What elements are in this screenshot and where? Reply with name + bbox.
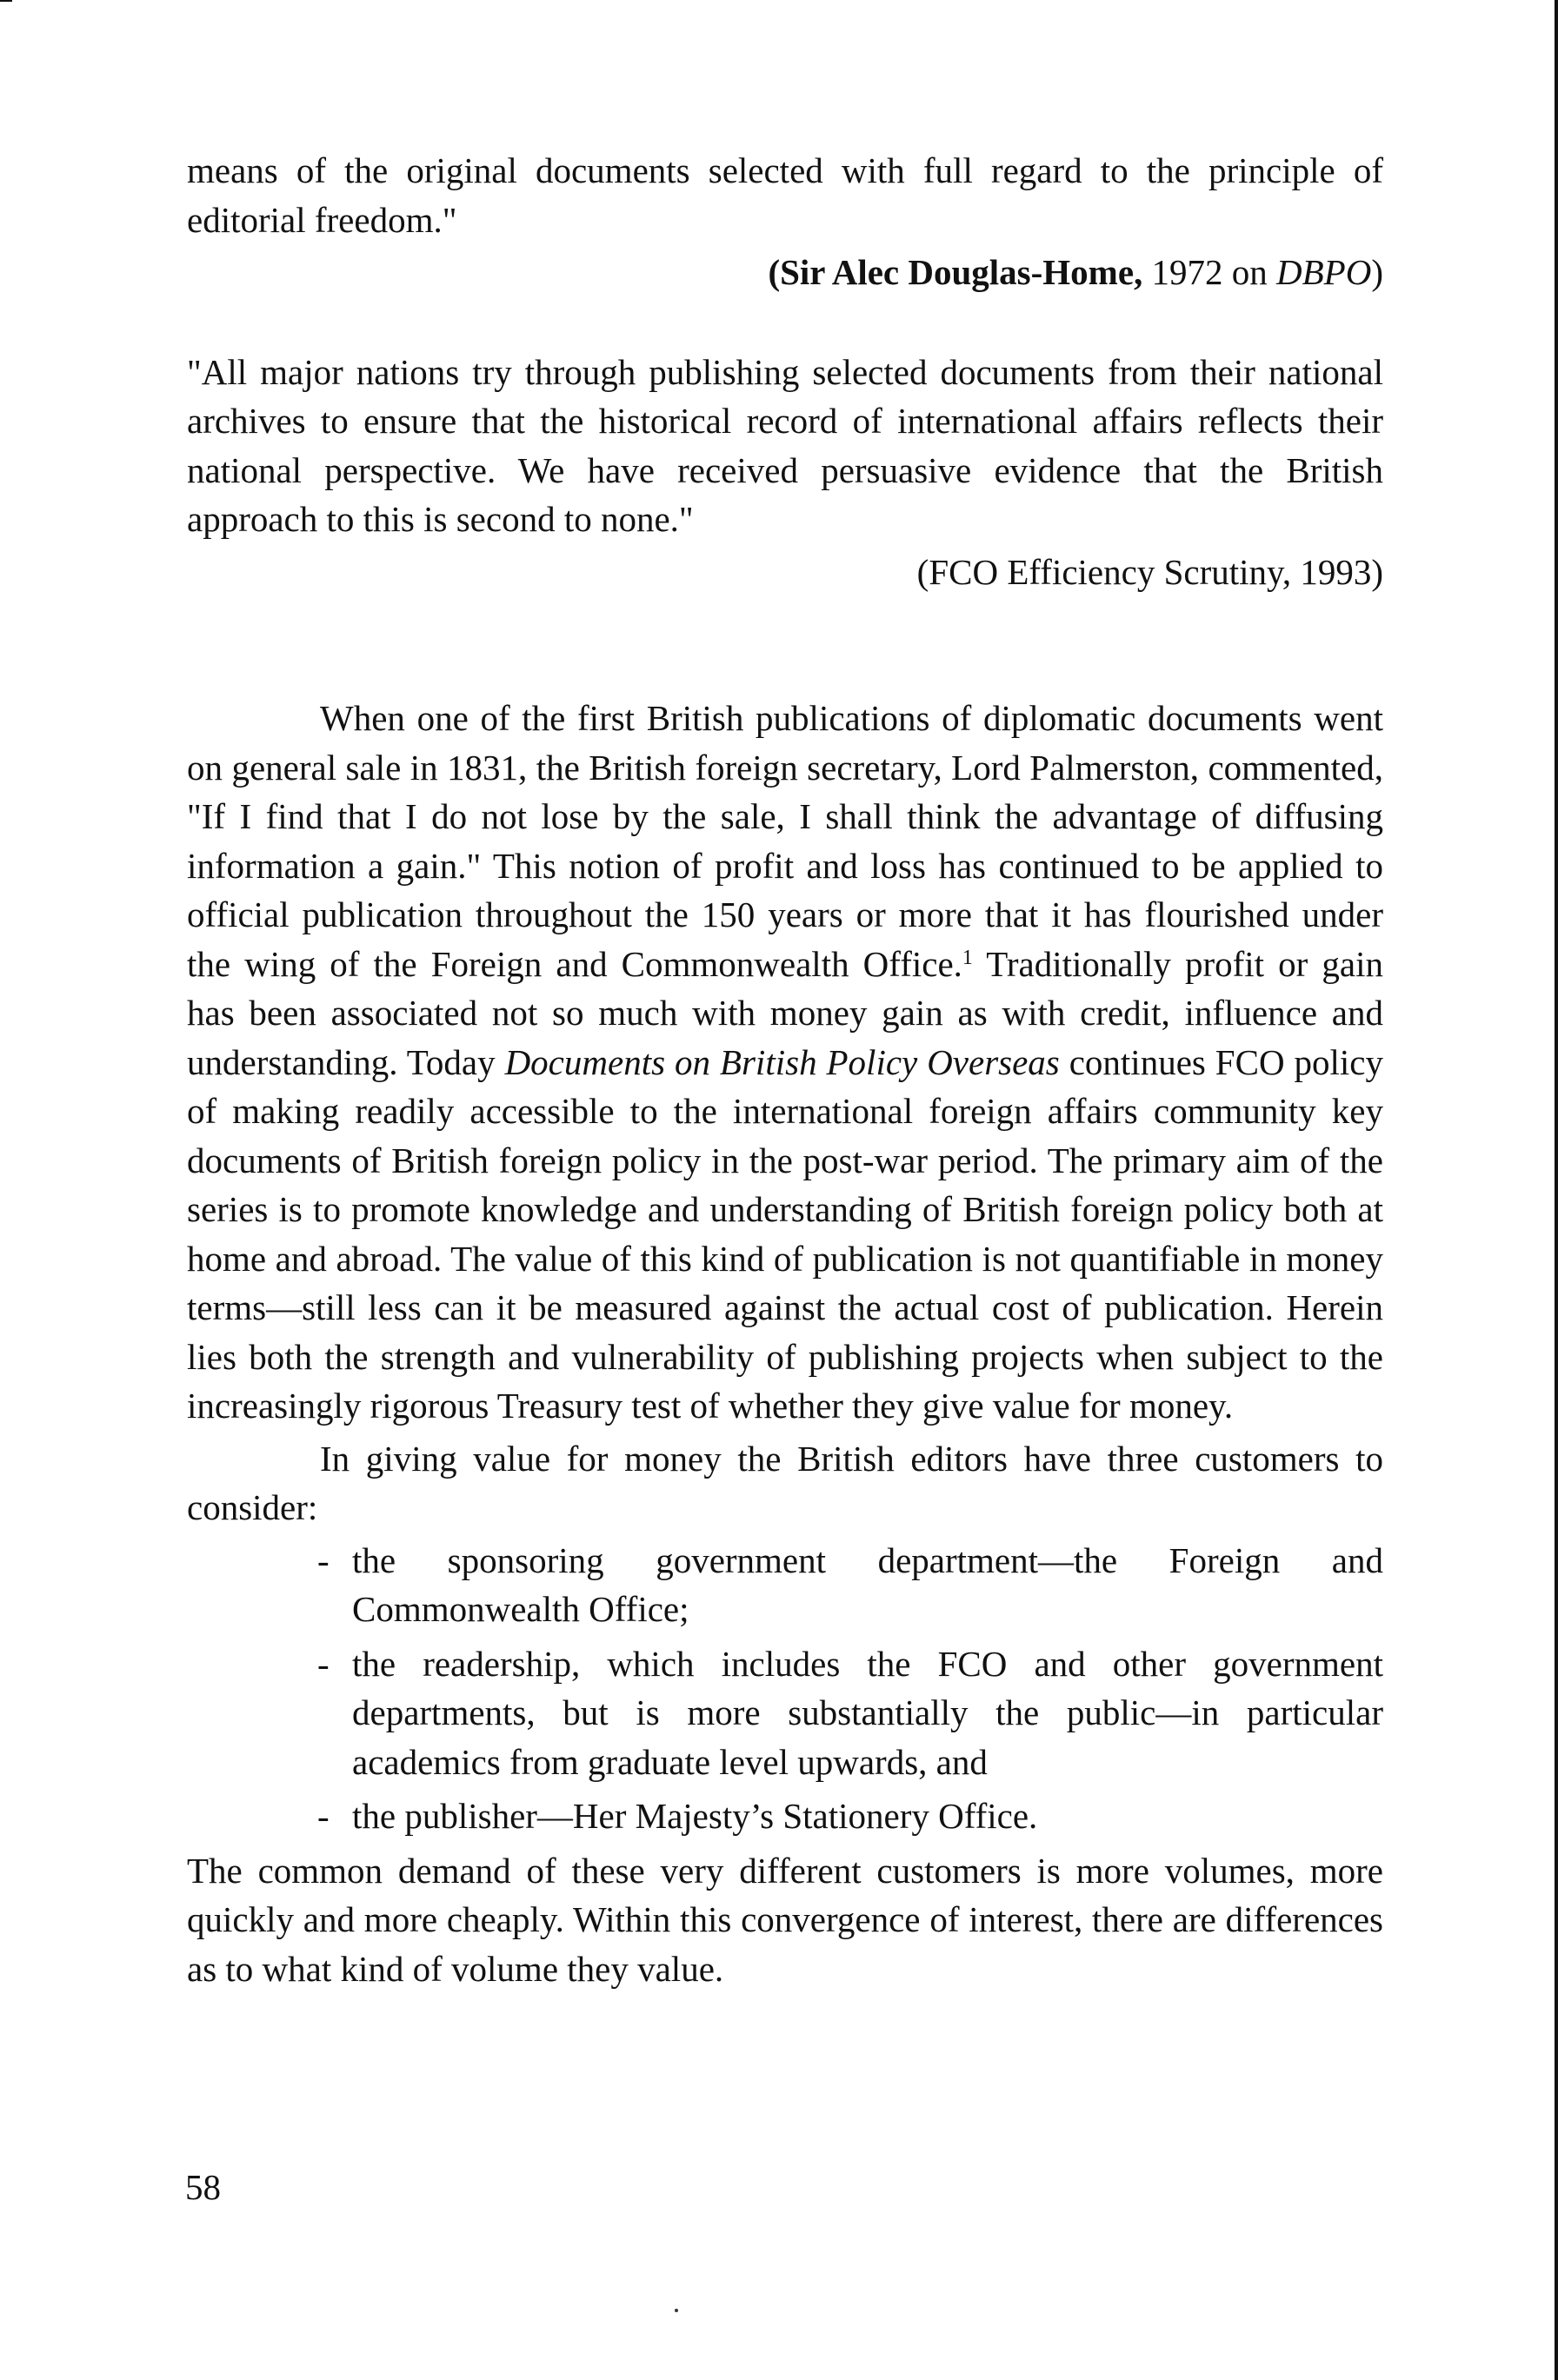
body-paragraph-1 <box>187 694 1383 1431</box>
body-paragraph-2: In giving value for money the British editors have three customers to consider: <box>187 1438 1383 1527</box>
footnote-reference: 1 <box>962 946 973 969</box>
list-item-text: the readership, which includes the FCO and other government departments, but is more substantially the public—in particular academics from graduate level upwards, and <box>352 1643 1383 1782</box>
list-item-text: the publisher—Her Majesty’s Stationery Office. <box>352 1796 1038 1836</box>
body-paragraph-1-end: continues FCO policy of making readily accessible to the international foreign affairs community key documents of British foreign policy in the post-war period. The primary aim of the series is to promote knowledge and understanding of British foreign policy both at home and abroad. The value of this kind of publication is not quantifiable in money terms—still less can it be measured against the actual cost of publication. Herein lies both the strength and vulnerability of publishing projects when subject to the increasingly rigorous Treasury test of whether they give value for money. <box>187 1041 1383 1426</box>
quote-2-attribution: (FCO Efficiency Scrutiny, 1993) <box>916 551 1383 592</box>
list-dash: - <box>317 1796 330 1836</box>
scan-edge-mark <box>0 0 12 2</box>
body-paragraph-1-middle: Traditionally profit or gain has been associated not so much with money gain as with credit, influence and understanding. Today <box>187 943 1384 1082</box>
quote-1-text: means of the original documents selected with full regard to the principle of editorial freedom." <box>187 150 1383 240</box>
customer-list <box>187 1536 1383 1841</box>
page-content <box>187 146 1383 1993</box>
list-dash: - <box>317 1539 330 1580</box>
quote-1-attribution-work: DBPO <box>1276 252 1372 292</box>
quote-1-attribution <box>187 248 1383 297</box>
list-dash: - <box>317 1643 330 1684</box>
quote-1-attribution-year: 1972 on <box>1142 252 1277 292</box>
scan-edge-right <box>1555 0 1558 2380</box>
list-item-text: the sponsoring government department—the Foreign and Commonwealth Office; <box>352 1539 1383 1629</box>
scan-speck <box>675 2309 678 2312</box>
list-item <box>187 1639 1383 1787</box>
list-item <box>187 1536 1383 1634</box>
series-title: Documents on British Policy Overseas <box>504 1041 1060 1082</box>
body-paragraph-1-start: When one of the first British publications of diplomatic documents went on general sale in 1831, the British foreign secretary, Lord Palmerston, commented, "If I find that I do not lose by the sale, I shall think the advantage of diffusing information a gain." This notion of profit and loss has continued to be applied to official publication throughout the 150 years or more that it has flourished under the wing of the Foreign and Commonwealth Office. <box>187 698 1383 984</box>
quote-2-text: "All major nations try through publishing selected documents from their national archives to ensure that the historical record of international affairs reflects their national perspective. We have received persuasive evidence that the British approach to this is second to none." <box>187 351 1383 539</box>
quote-1-attribution-author: Sir Alec Douglas-Home, <box>780 252 1143 292</box>
closing-paragraph: The common demand of these very different customers is more volumes, more quickly and more cheaply. Within this convergence of interest, there are differences as to what kind of volume they value. <box>187 1850 1383 1989</box>
page-number: 58 <box>185 2167 221 2207</box>
quote-1-attribution-close: ) <box>1371 252 1383 292</box>
quote-1-attribution-open: ( <box>768 252 781 292</box>
list-item <box>187 1792 1383 1841</box>
